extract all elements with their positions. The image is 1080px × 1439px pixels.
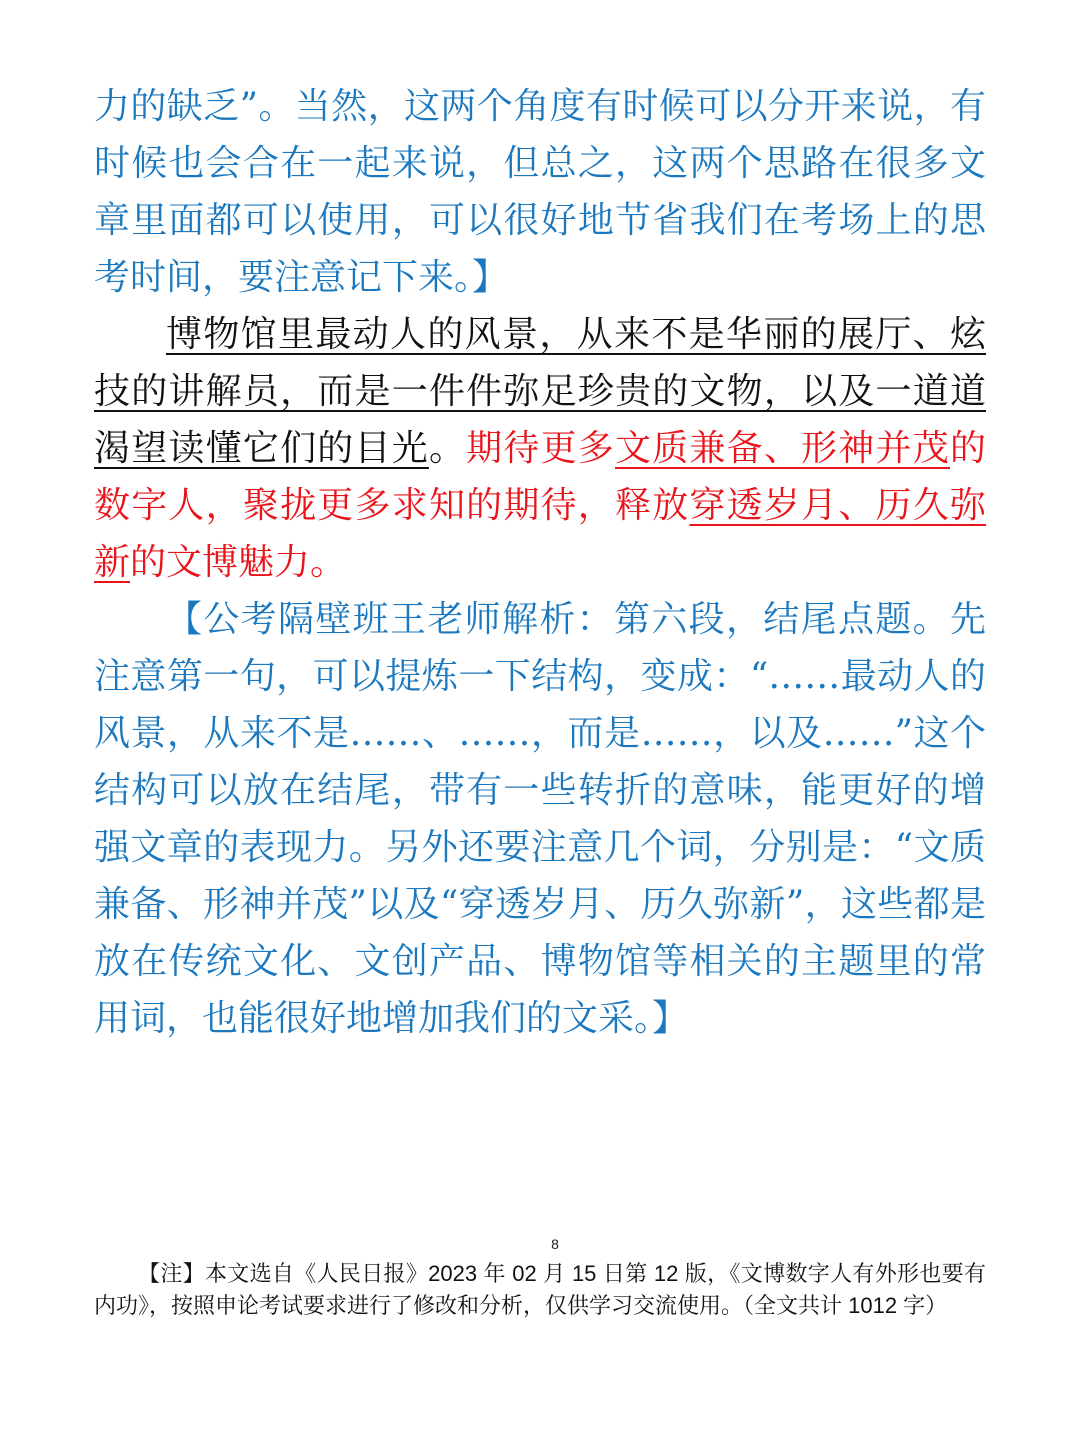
underlined-original-sentence: 博物馆里最动人的风景，从来不是华丽的展厅、炫技的讲解员，而是一件件弥足珍贵的文物，以及一道道渴望读懂它们的目光 xyxy=(94,314,986,469)
source-footnote: 【注】本文选自《人民日报》2023 年 02 月 15 日第 12 版，《文博数字人有外形也要有内功》，按照申论考试要求进行了修改和分析，仅供学习交流使用。（全文共计 1012 字） xyxy=(94,1261,986,1318)
highlight-phrase-1: 文质兼备、形神并茂 xyxy=(615,428,950,469)
analysis-text: 【公考隔壁班王老师解析：第六段，结尾点题。先注意第一句，可以提炼一下结构，变成：“……最动人的风景，从来不是……、……，而是……，以及……”这个结构可以放在结尾，带有一些转折的意味，能更好的增强文章的表现力。另外还要注意几个词，分别是：“文质兼备、形神并茂”以及“穿透岁月、历久弥新”，这些都是放在传统文化、文创产品、博物馆等相关的主题里的常用词，也能很好地增加我们的文采。】 xyxy=(94,599,986,1039)
highlight-text-1: 期待更多 xyxy=(466,428,616,469)
analysis-paragraph-continued xyxy=(94,78,986,306)
page-number: 8 xyxy=(551,1236,559,1252)
document-body xyxy=(94,78,986,1047)
original-text-paragraph xyxy=(94,306,986,591)
highlight-text-2: 的数字人，聚拢更多求知的期待，释放 xyxy=(94,428,986,526)
highlight-phrase-2: 穿透岁月、历久弥新 xyxy=(94,485,986,583)
analysis-paragraph xyxy=(94,591,986,1047)
sentence-period: 。 xyxy=(428,428,467,469)
highlight-text-3: 的文博魅力。 xyxy=(130,542,347,583)
analysis-text: 力的缺乏”。当然，这两个角度有时候可以分开来说，有时候也会合在一起来说，但总之，这两个思路在很多文章里面都可以使用，可以很好地节省我们在考场上的思考时间，要注意记下来。】 xyxy=(94,86,986,298)
